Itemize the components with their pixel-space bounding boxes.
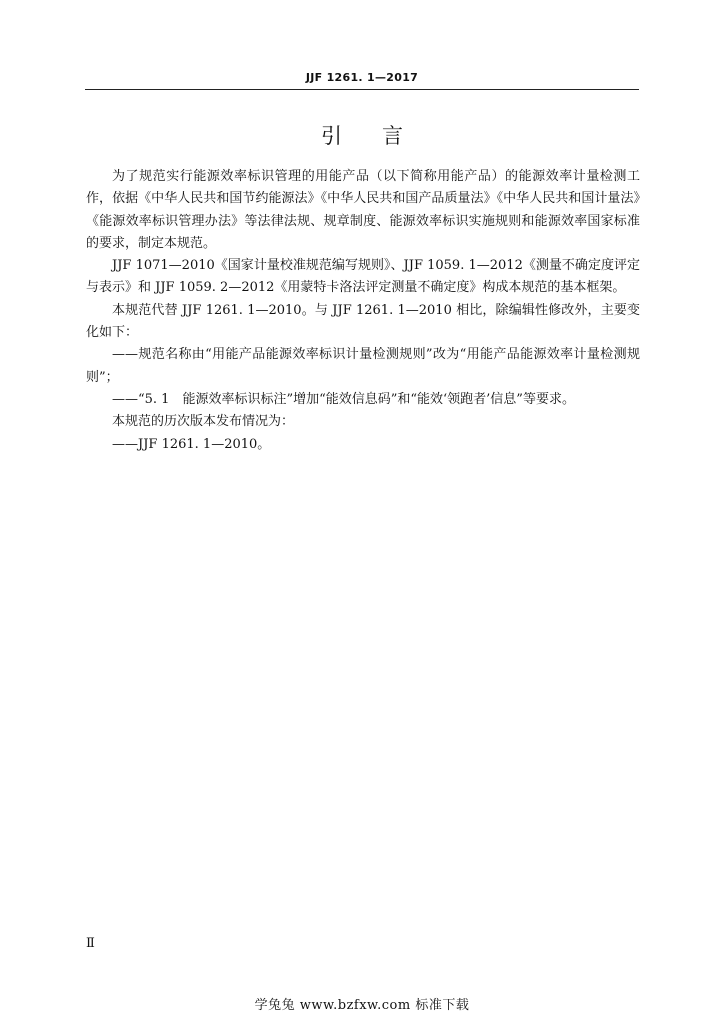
running-header: JJF 1261. 1—2017 <box>305 71 419 84</box>
header-rule <box>85 89 639 90</box>
paragraph-purpose: 为了规范实行能源效率标识管理的用能产品（以下简称用能产品）的能源效率计量检测工作，依据《中华人民共和国节约能源法》《中华人民共和国产品质量法》《中华人民共和国计量法》《能源效率标识管理办法》等法律法规、规章制度、能源效率标识实施规则和能源效率国家标准的要求，制定本规范。 <box>86 169 640 251</box>
body-text <box>86 166 640 456</box>
page-number: Ⅱ <box>86 936 95 951</box>
page-title: 引言 <box>321 124 443 148</box>
watermark-footer: 学兔兔 www.bzfxw.com 标准下载 <box>254 998 470 1013</box>
paragraph-framework: JJF 1071—2010《国家计量校准规范编写规则》、JJF 1059. 1—2012《测量不确定度评定与表示》和 JJF 1059. 2—2012《用蒙特卡洛法评定测量不确定度》构成本规范的基本框架。 <box>86 258 640 296</box>
paragraph-change-1: ——规范名称由“用能产品能源效率标识计量检测规则”改为“用能产品能源效率计量检测规则”； <box>86 347 640 385</box>
paragraph-history-heading: 本规范的历次版本发布情况为： <box>112 414 295 430</box>
paragraph-change-2: ——“5. 1 能源效率标识标注”增加“能效信息码”和“能效‘领跑者’信息”等要求。 <box>112 391 575 407</box>
paragraph-history-item: ——JJF 1261. 1—2010。 <box>112 436 271 452</box>
paragraph-supersedes: 本规范代替 JJF 1261. 1—2010。与 JJF 1261. 1—2010 相比，除编辑性修改外，主要变化如下： <box>86 302 640 341</box>
